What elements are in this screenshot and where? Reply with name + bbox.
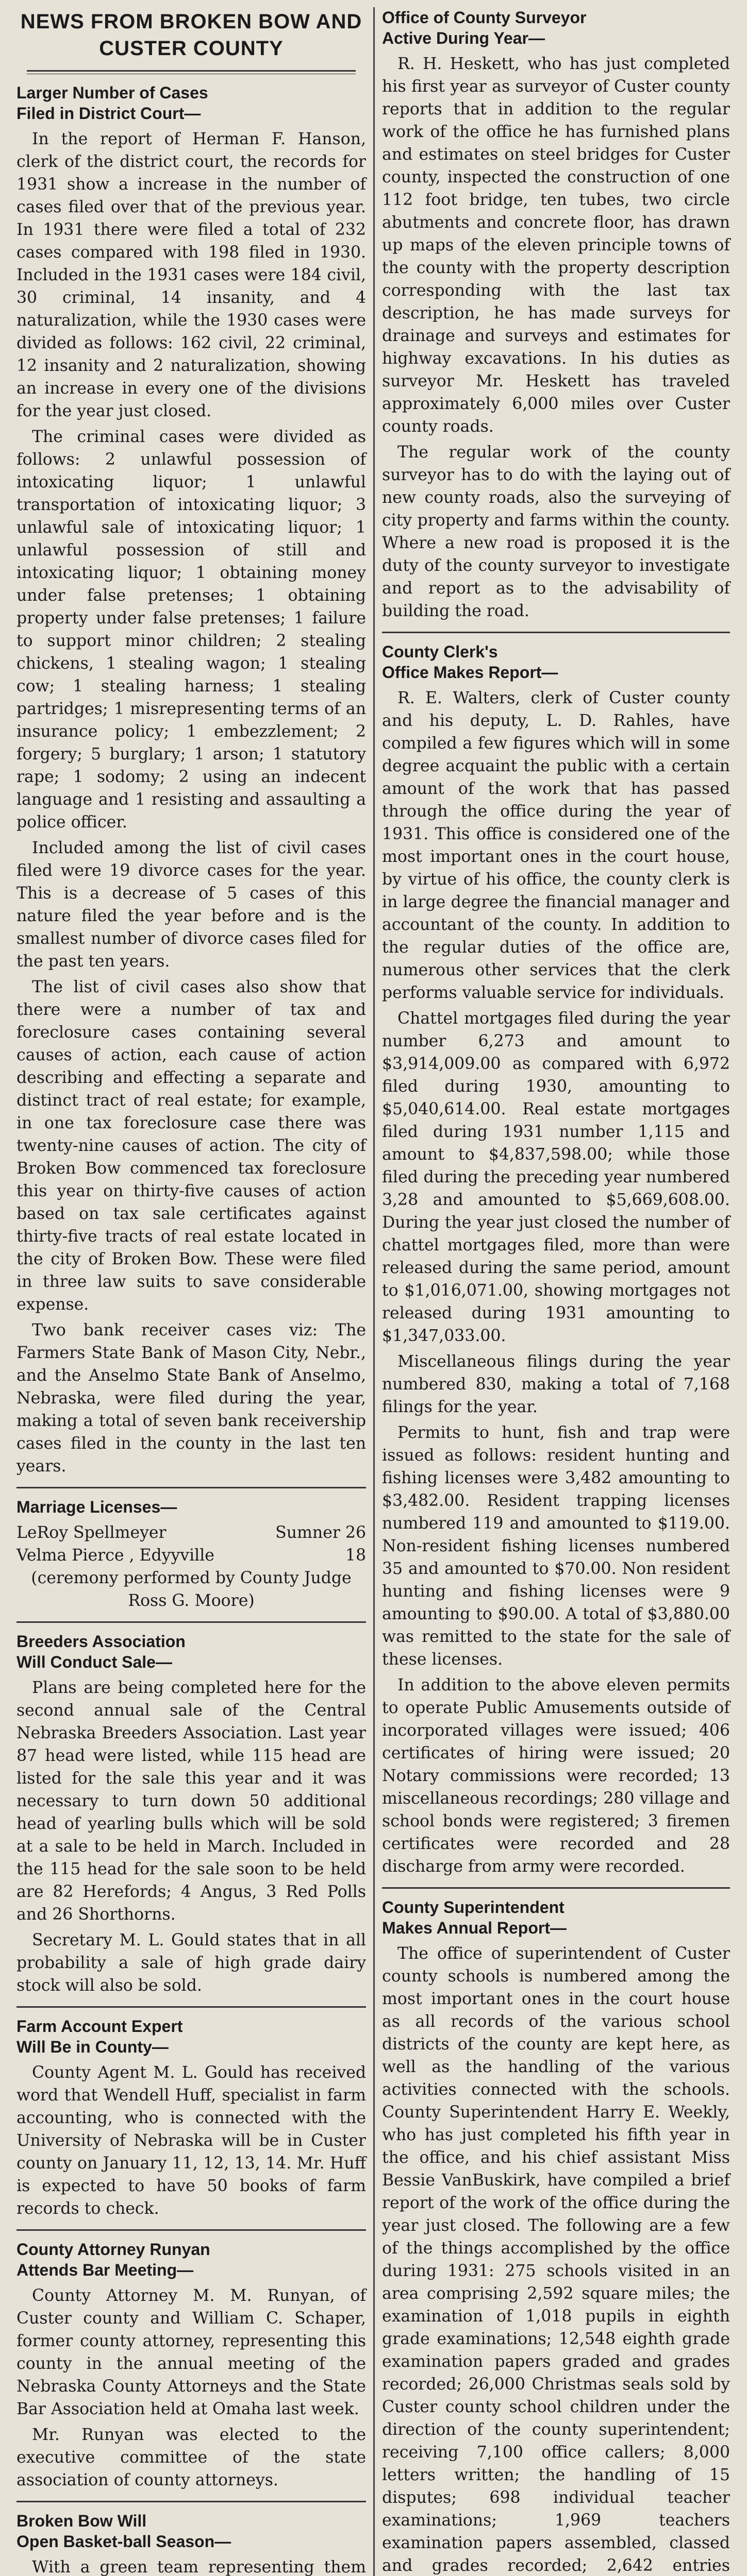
paragraph: Mr. Runyan was elected to the executive committee of the state association of county attorneys.: [16, 2426, 366, 2489]
paragraph: The list of civil cases also show that there were a number of tax and foreclosure cases containing several causes of action, each cause of action describing and effecting a separate and distinct tract of real estate; for example, in one tax foreclosure case there was twenty-nine causes of action. The city of Broken Bow commenced tax foreclosure this year on thirty-five causes of action based on tax sale certificates against thirty-five tracts of real estate located in the city of Broken Bow. These were filed in three law suits to save considerable expense.: [16, 978, 366, 1314]
story-divider: [16, 2501, 366, 2502]
story-county-attorney: [16, 2239, 366, 2492]
license-name: LeRoy Spellmeyer: [16, 1523, 167, 1542]
story-county-superintendent: [382, 1897, 730, 2576]
story-county-clerk: [382, 641, 730, 1878]
license-row: [16, 1544, 366, 1567]
headline-line: Larger Number of Cases: [16, 83, 208, 102]
headline-line: Attends Bar Meeting—: [16, 2261, 194, 2279]
paragraph: The office of superintendent of Custer county schools is numbered among the most important ones in the court house as all records of the various school districts of the county are kept here, as well as the handling of the various activities connected with the schools. County Superintendent Harry E. Weekly, who has just completed his fifth year in the office, and his chief assistant Miss Bessie VanBuskirk, have compiled a brief report of the work of the office during the year just closed. The following are a few of the things accomplished by the office during 1931: 275 schools visited in an area comprising 2,592 square miles; the examination of 1,018 pupils in eighth grade examinations; 12,548 eighth grade examination papers graded and grades recorded; 26,000 Christmas seals sold by Custer county school children under the direction of the county superintendent; receiving 7,100 office callers; 8,000 letters written; the handling of 15 disputes; 698 individual teacher examinations; 1,969 teachers examination papers assembled, classed and grades recorded; 2,642 entries: [382, 1944, 730, 2575]
paragraph: With a green team representing them: [32, 2558, 366, 2576]
story-headline: [16, 2239, 366, 2280]
story-marriage-licenses: [16, 1497, 366, 1612]
story-divider: [16, 2006, 366, 2008]
headline-line: Office of County Surveyor: [382, 8, 587, 27]
story-headline: [382, 1897, 730, 1938]
license-row: [16, 1521, 366, 1544]
paragraph: In addition to the above eleven permits to operate Public Amusements outside of incorporated villages were issued; 406 certificates of hiring were issued; 20 Notary commissions were recorded; 13 miscellaneous recordings; 280 village and school bonds were registered; 3 firemen certificates were recorded and 28 discharge from army were recorded.: [382, 1676, 730, 1876]
paragraph: Miscellaneous filings during the year numbered 830, making a total of 7,168 filings for the year.: [382, 1352, 730, 1416]
paragraph: R. H. Heskett, who has just completed his first year as surveyor of Custer county reports that in addition to the regular work of the office he has furnished plans and estimates on steel bridges for Custer county, inspected the construction of one 112 foot bridge, ten tubes, two circle abutments and concrete floor, has drawn up maps of the eleven principle towns of the county with the property description corresponding with the last tax description, he has made surveys for drainage and surveys and estimates for highway excavations. In his duties as surveyor Mr. Heskett has traveled approximately 6,000 miles over Custer county roads.: [382, 55, 730, 436]
headline-line: Filed in District Court—: [16, 104, 201, 123]
paragraph: Permits to hunt, fish and trap were issued as follows: resident hunting and fishing licenses were 3,482 amounting to $3,482.00. Resident trapping licenses numbered 119 and amounted to $119.00. Non-resident fishing licenses numbered 35 and amounted to $70.00. Non resident hunting and fishing licenses were 9 amounting to $90.00. A total of $3,880.00 was remitted to the state for the sale of these licenses.: [382, 1423, 730, 1669]
story-headline: [382, 7, 730, 48]
paragraph: County Agent M. L. Gould has received word that Wendell Huff, specialist in farm accounting, who is connected with the University of Nebraska will be in Custer county on January 11, 12, 13, 14. Mr. Huff is expected to have 50 books of farm records to check.: [16, 2063, 366, 2218]
license-info: Sumner 26: [275, 1523, 366, 1542]
right-column: [373, 7, 737, 2576]
story-divider: [382, 1887, 730, 1889]
paragraph: Secretary M. L. Gould states that in all probability a sale of high grade dairy stock will also be sold.: [16, 1931, 366, 1995]
masthead-rule: [27, 70, 356, 74]
story-headline: [16, 1631, 366, 1672]
license-note: (ceremony performed by County Judge Ross G. Moore): [31, 1569, 352, 1610]
paragraph: County Attorney M. M. Runyan, of Custer county and William C. Schaper, former county attorney, representing this county in the annual meeting of the Nebraska County Attorneys and the State Bar Association held at Omaha last week.: [16, 2286, 366, 2418]
headline-line: Broken Bow Will: [16, 2512, 147, 2530]
story-divider: [16, 2229, 366, 2231]
paragraph: The regular work of the county surveyor has to do with the laying out of new county roads, also the surveying of city property and farms within the county. Where a new road is proposed it is the duty of the county surveyor to investigate and report as to the advisability of building the road.: [382, 443, 730, 620]
headline-line: Office Makes Report—: [382, 663, 558, 682]
headline-line: County Superintendent: [382, 1898, 565, 1917]
license-name: Velma Pierce , Edyyville: [16, 1546, 214, 1565]
story-district-court: [16, 82, 366, 1478]
story-basketball: [16, 2511, 366, 2576]
masthead: NEWS FROM BROKEN BOW AND CUSTER COUNTY: [20, 10, 362, 60]
paragraph: Plans are being completed here for the second annual sale of the Central Nebraska Breeders Association. Last year 87 head were listed, while 115 head are listed for the sale this year and it was necessary to turn down 50 additional head of yearling bulls which will be sold at a sale to be held in March. Included in the 115 head for the sale soon to be held are 82 Herefords; 4 Angus, 3 Red Polls and 26 Shorthorns.: [16, 1679, 366, 1924]
story-headline: [382, 641, 730, 683]
headline-line: Will Be in County—: [16, 2038, 169, 2056]
story-headline: [16, 1497, 366, 1517]
story-divider: [16, 1487, 366, 1488]
story-divider: [16, 1621, 366, 1623]
headline-line: Open Basket-ball Season—: [16, 2532, 231, 2551]
left-column: [9, 7, 373, 2576]
paragraph: The criminal cases were divided as follows: 2 unlawful possession of intoxicating liquor; 1 unlawful transportation of intoxicating liquor; 3 unlawful sale of intoxicating liquor; 1 unlawful possession of still and intoxicating liquor; 1 obtaining money under false pretenses; 1 obtaining property under false pretenses; 1 failure to support minor children; 2 stealing chickens, 1 stealing wagon; 1 stealing cow; 1 stealing harness; 1 stealing partridges; 1 misrepresenting terms of an insurance policy; 1 embezzlement; 2 forgery; 5 burglary; 1 arson; 1 statutory rape; 1 sodomy; 2 using an indecent language and 1 resisting and assaulting a police officer.: [16, 428, 366, 832]
paragraph: Included among the list of civil cases filed were 19 divorce cases for the year. This is a decrease of 5 cases of this nature filed the year before and is the smallest number of divorce cases filed for the past ten years.: [16, 839, 366, 971]
story-county-surveyor: [382, 7, 730, 622]
columns: [9, 7, 738, 2576]
headline-line: Will Conduct Sale—: [16, 1653, 172, 1671]
paragraph: R. E. Walters, clerk of Custer county and his deputy, L. D. Rahles, have compiled a few figures which will in some degree acquaint the public with a certain amount of the work that has passed through the office during the year of 1931. This office is considered one of the most important ones in the court house, by virtue of his office, the county clerk is in large degree the financial manager and accountant of the county. In addition to the regular duties of the office are, numerous other services that the clerk performs valuable service for individuals.: [382, 689, 730, 1002]
headline-line: County Clerk's: [382, 642, 498, 661]
headline-line: Breeders Association: [16, 1632, 186, 1651]
headline-line: Makes Annual Report—: [382, 1919, 567, 1937]
story-headline: [16, 2511, 366, 2552]
headline-line: Farm Account Expert: [16, 2017, 183, 2036]
story-breeders: [16, 1631, 366, 1997]
headline-line: Marriage Licenses—: [16, 1498, 177, 1516]
story-headline: [16, 2016, 366, 2057]
story-farm-account: [16, 2016, 366, 2220]
license-info: 18: [345, 1546, 366, 1565]
headline-line: County Attorney Runyan: [16, 2240, 210, 2259]
paragraph: Two bank receiver cases viz: The Farmers State Bank of Mason City, Nebr., and the Anselmo State Bank of Anselmo, Nebraska, were filed during the year, making a total of seven bank receivership cases filed in the county in the last ten years.: [16, 1321, 366, 1476]
headline-line: Active During Year—: [382, 29, 545, 47]
paragraph: Chattel mortgages filed during the year number 6,273 and amount to $3,914,009.00 as compared with 6,972 filed during 1930, amounting to $5,040,614.00. Real estate mortgages filed during 1931 number 1,115 and amount to $4,837,598.00; while those filed during the preceding year numbered 3,28 and amounted to $5,669,608.00. During the year just closed the number of chattel mortgages filed, more than were released during the same period, amount to $1,016,071.00, showing mortgages not released during 1931 amounting to $1,347,033.00.: [382, 1009, 730, 1345]
story-divider: [382, 632, 730, 633]
paragraph: In the report of Herman F. Hanson, clerk of the district court, the records for 1931 show a increase in the number of cases filed over that of the previous year. In 1931 there were filed a total of 232 cases compared with 198 filed in 1930. Included in the 1931 cases were 184 civil, 30 criminal, 14 insanity, and 4 naturalization, while the 1930 cases were divided as follows: 162 civil, 22 criminal, 12 insanity and 2 naturalization, showing an increase in every one of the divisions for the year just closed.: [16, 130, 366, 420]
story-headline: [16, 82, 366, 124]
